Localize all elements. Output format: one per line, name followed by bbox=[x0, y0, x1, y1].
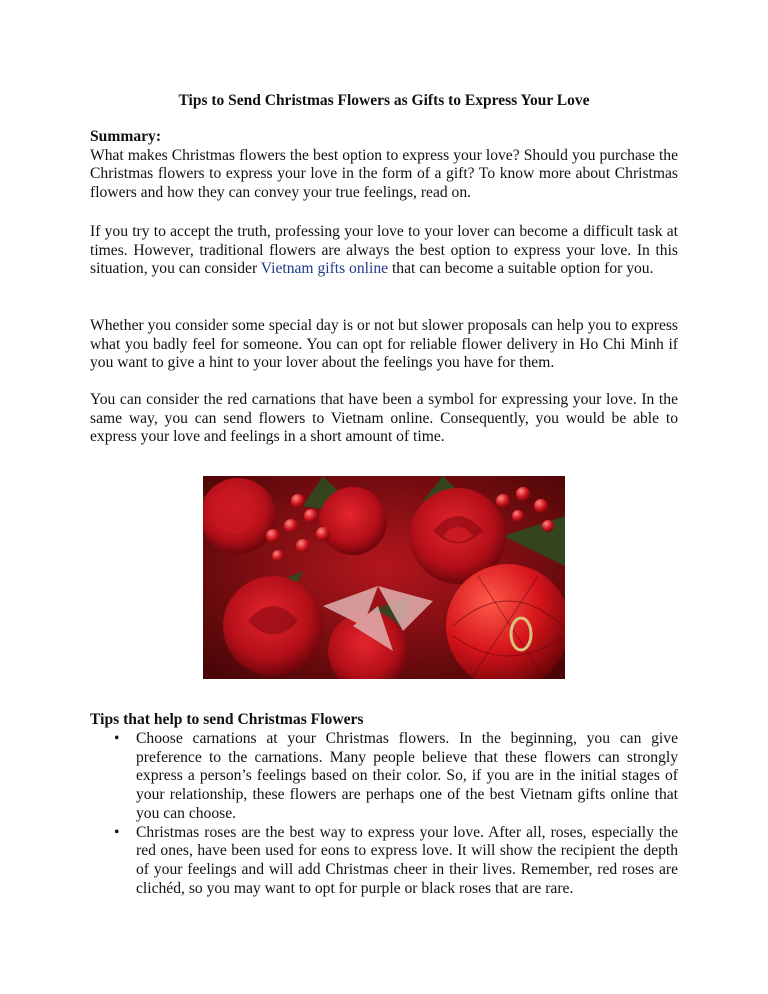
vietnam-gifts-link[interactable]: Vietnam gifts online bbox=[260, 260, 389, 278]
paragraph-4-text: You can consider the red carnations that have been a symbol for expressing your love. In the same way, you can send flowers to Vietnam online. Consequently, you would be able to express your love and feelings in a short amount of time. bbox=[90, 391, 678, 446]
document-title: Tips to Send Christmas Flowers as Gifts to Express Your Love bbox=[178, 92, 590, 109]
list-item bbox=[90, 824, 678, 899]
paragraph-3 bbox=[90, 317, 678, 373]
tip-text: Choose carnations at your Christmas flowers. In the beginning, you can give preference to the carnations. Many people believe that these flowers can strongly express a person’s feelings based on their color. So, if you are in the initial stages of your relationship, these flowers are perhaps one of the best Vietnam gifts online that you can choose. bbox=[136, 730, 678, 822]
paragraph-2-end: that can become a suitable option for you. bbox=[388, 260, 654, 278]
paragraph-4 bbox=[90, 391, 678, 447]
bullet-icon: • bbox=[114, 730, 120, 747]
summary-section bbox=[90, 128, 678, 202]
paragraph-2-text bbox=[90, 223, 678, 279]
paragraph-2 bbox=[90, 223, 678, 279]
tip-text: Christmas roses are the best way to express your love. After all, roses, especially the red ones, have been used for eons to express love. It will show the recipient the depth of your feelings and will add Christmas cheer in their lives. Remember, red roses are clichéd, so you may want to opt for purple or black roses that are rare. bbox=[136, 823, 678, 897]
summary-paragraph: What makes Christmas flowers the best option to express your love? Should you purchase the Christmas flowers to express your love in the form of a gift? To know more about Christmas flowers and how they can convey your true feelings, read on. bbox=[90, 146, 678, 201]
tips-heading: Tips that help to send Christmas Flowers bbox=[90, 711, 364, 728]
paragraph-2-start: If you try to accept the truth, professing your love to your lover can become a difficult task at times. However, traditional flowers are always the best option to express your love. In this situation, you can consider bbox=[90, 223, 678, 278]
carnation-center-top bbox=[319, 487, 387, 555]
paragraph-3-text: Whether you consider some special day is or not but slower proposals can help you to express what you badly feel for someone. You can opt for reliable flower delivery in Ho Chi Minh if you want to give a hint to your lover about the feelings you have for them. bbox=[90, 317, 678, 372]
rose-left-bottom bbox=[223, 576, 323, 676]
tips-list bbox=[90, 730, 678, 898]
summary-heading: Summary: bbox=[90, 128, 162, 145]
list-item bbox=[90, 730, 678, 824]
carnation-top-left bbox=[203, 478, 276, 554]
bullet-icon: • bbox=[114, 823, 120, 841]
christmas-flowers-photo bbox=[203, 476, 565, 679]
